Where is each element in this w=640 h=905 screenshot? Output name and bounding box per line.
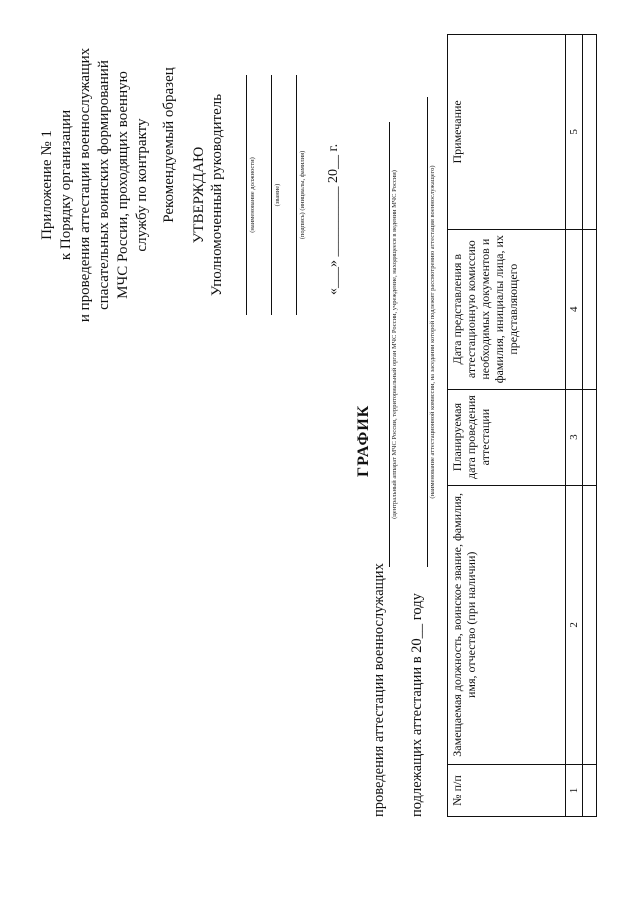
schedule-line2: подлежащих аттестации в 20__ году: [409, 593, 425, 817]
signature-line: [296, 75, 297, 315]
table-cell: [583, 35, 597, 230]
appendix-line: спасательных воинских формирований: [96, 60, 112, 310]
table-number-row: [566, 35, 583, 817]
column-number: 4: [566, 229, 583, 389]
body-line: [389, 122, 390, 567]
approval-date: «___» __________ 20__ г.: [326, 143, 341, 295]
schedule-line1: проведения аттестации военнослужащих: [371, 563, 387, 817]
approve-word: УТВЕРЖДАЮ: [191, 146, 207, 244]
commission-line: [427, 97, 428, 567]
table-cell: [583, 485, 597, 765]
caption-rank: (звание): [274, 183, 281, 207]
schedule-table: [447, 34, 597, 817]
table-cell: [583, 765, 597, 817]
header-number: № п/п: [448, 765, 566, 817]
caption-body: (центральный аппарат МЧС России, территориальный орган МЧС России, учреждение, находящееся в ведении МЧС России): [391, 170, 398, 519]
column-number: 2: [566, 485, 583, 765]
caption-signature: (подпись) (инициалы, фамилия): [299, 150, 306, 240]
position-line: [246, 75, 247, 315]
appendix-line: службу по контракту: [134, 118, 150, 252]
appendix-header: [38, 25, 152, 345]
table-cell: [583, 229, 597, 389]
column-number: 3: [566, 389, 583, 485]
caption-position: (наименование должности): [249, 157, 256, 233]
header-submission-date: Дата представления в аттестационную комиссию необходимых документов и фамилия, инициалы лица, их представляющего: [448, 229, 566, 389]
column-number: 1: [566, 765, 583, 817]
schedule-title: ГРАФИК: [355, 404, 372, 477]
header-planned-date: Планируемая дата проведения аттестации: [448, 389, 566, 485]
table-cell: [583, 389, 597, 485]
header-note: Примечание: [448, 35, 566, 230]
appendix-line: Приложение № 1: [39, 130, 55, 240]
sample-label: Рекомендуемый образец: [161, 67, 177, 223]
appendix-line: к Порядку организации: [58, 109, 74, 261]
rank-line: [271, 75, 272, 315]
header-position: Замещаемая должность, воинское звание, фамилия, имя, отчество (при наличии): [448, 485, 566, 765]
appendix-line: и проведения аттестации военнослужащих: [77, 47, 93, 323]
appendix-line: МЧС России, проходящих военную: [115, 71, 131, 299]
column-number: 5: [566, 35, 583, 230]
table-header-row: [448, 35, 566, 817]
table-row: [583, 35, 597, 817]
caption-commission: (наименование аттестационной комиссии, на заседании которой подлежит рассмотрению аттестация военнослужащего): [429, 165, 436, 499]
authorized-head: Уполномоченный руководитель: [209, 93, 225, 297]
